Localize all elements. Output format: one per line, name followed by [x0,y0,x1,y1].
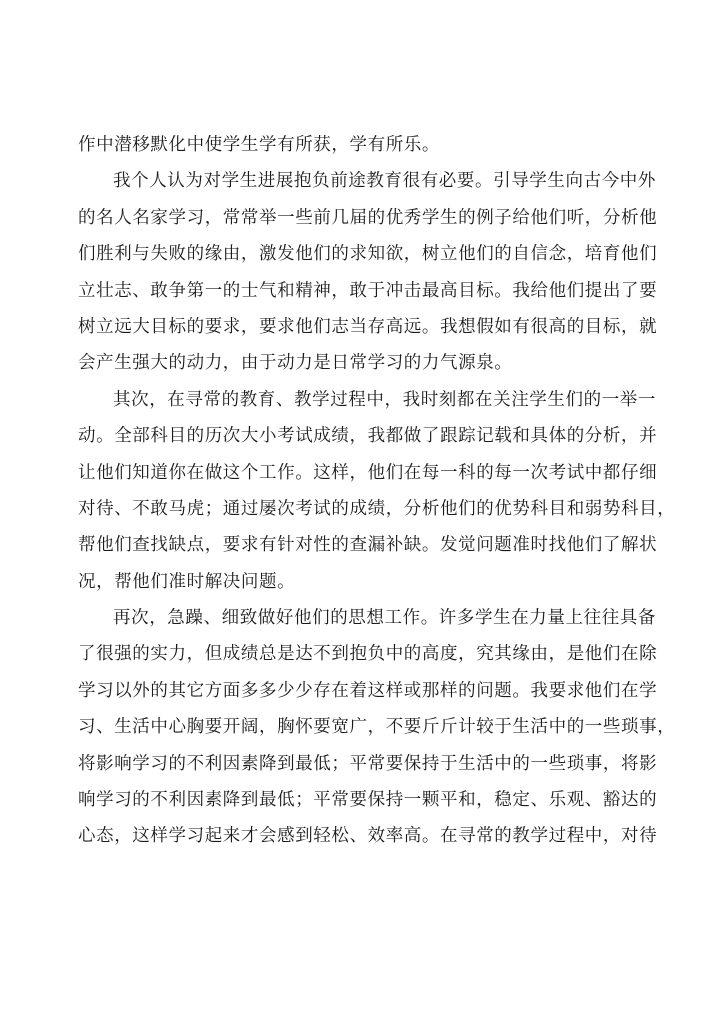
text-line: 心态，这样学习起来才会感到轻松、效率高。在寻常的教学过程中，对待 [78,826,658,847]
text-line: 树立远大目标的要求，要求他们志当存高远。我想假如有很高的目标，就 [78,316,658,337]
text-line: 们胜利与失败的缘由，激发他们的求知欲，树立他们的自信念，培育他们 [78,244,658,265]
text-line: 将影响学习的不利因素降到最低；平常要保持于生活中的一些琐事，将影 [78,753,658,774]
paragraph-last-line: 会产生强大的动力，由于动力是日常学习的力气源泉。 [78,353,513,374]
text-line: 习、生活中心胸要开阔，胸怀要宽广，不要斤斤计较于生活中的一些琐事， [78,717,676,738]
text-line: 了很强的实力，但成绩总是达不到抱负中的高度，究其缘由，是他们在除 [78,644,658,665]
text-line: 动。全部科目的历次大小考试成绩，我都做了跟踪记载和具体的分析，并 [78,426,658,447]
paragraph-last-line: 况，帮他们准时解决问题。 [78,571,296,592]
text-line: 对待、不敢马虎；通过屡次考试的成绩，分析他们的优势科目和弱势科目， [78,498,676,519]
paragraph-first-line: 其次，在寻常的教育、教学过程中，我时刻都在关注学生们的一举一 [113,389,656,410]
text-line: 立壮志、敢争第一的士气和精神，敢于冲击最高目标。我给他们提出了要 [78,280,658,301]
text-line: 的名人名家学习，常常举一些前几届的优秀学生的例子给他们听，分析他 [78,207,658,228]
text-line: 作中潜移默化中使学生学有所获，学有所乐。 [78,135,440,155]
text-line: 响学习的不利因素降到最低；平常要保持一颗平和，稳定、乐观、豁达的 [78,790,658,811]
text-line: 让他们知道你在做这个工作。这样，他们在每一科的每一次考试中都仔细 [78,462,658,483]
document-body [78,127,676,855]
text-line: 学习以外的其它方面多多少少存在着这样或那样的问题。我要求他们在学 [78,680,658,701]
text-line: 帮他们查找缺点，要求有针对性的查漏补缺。发觉问题准时找他们了解状 [78,535,658,556]
paragraph-first-line: 我个人认为对学生进展抱负前途教育很有必要。引导学生向古今中外 [113,171,656,192]
paragraph-first-line: 再次，急躁、细致做好他们的思想工作。许多学生在力量上往往具备 [113,608,656,629]
